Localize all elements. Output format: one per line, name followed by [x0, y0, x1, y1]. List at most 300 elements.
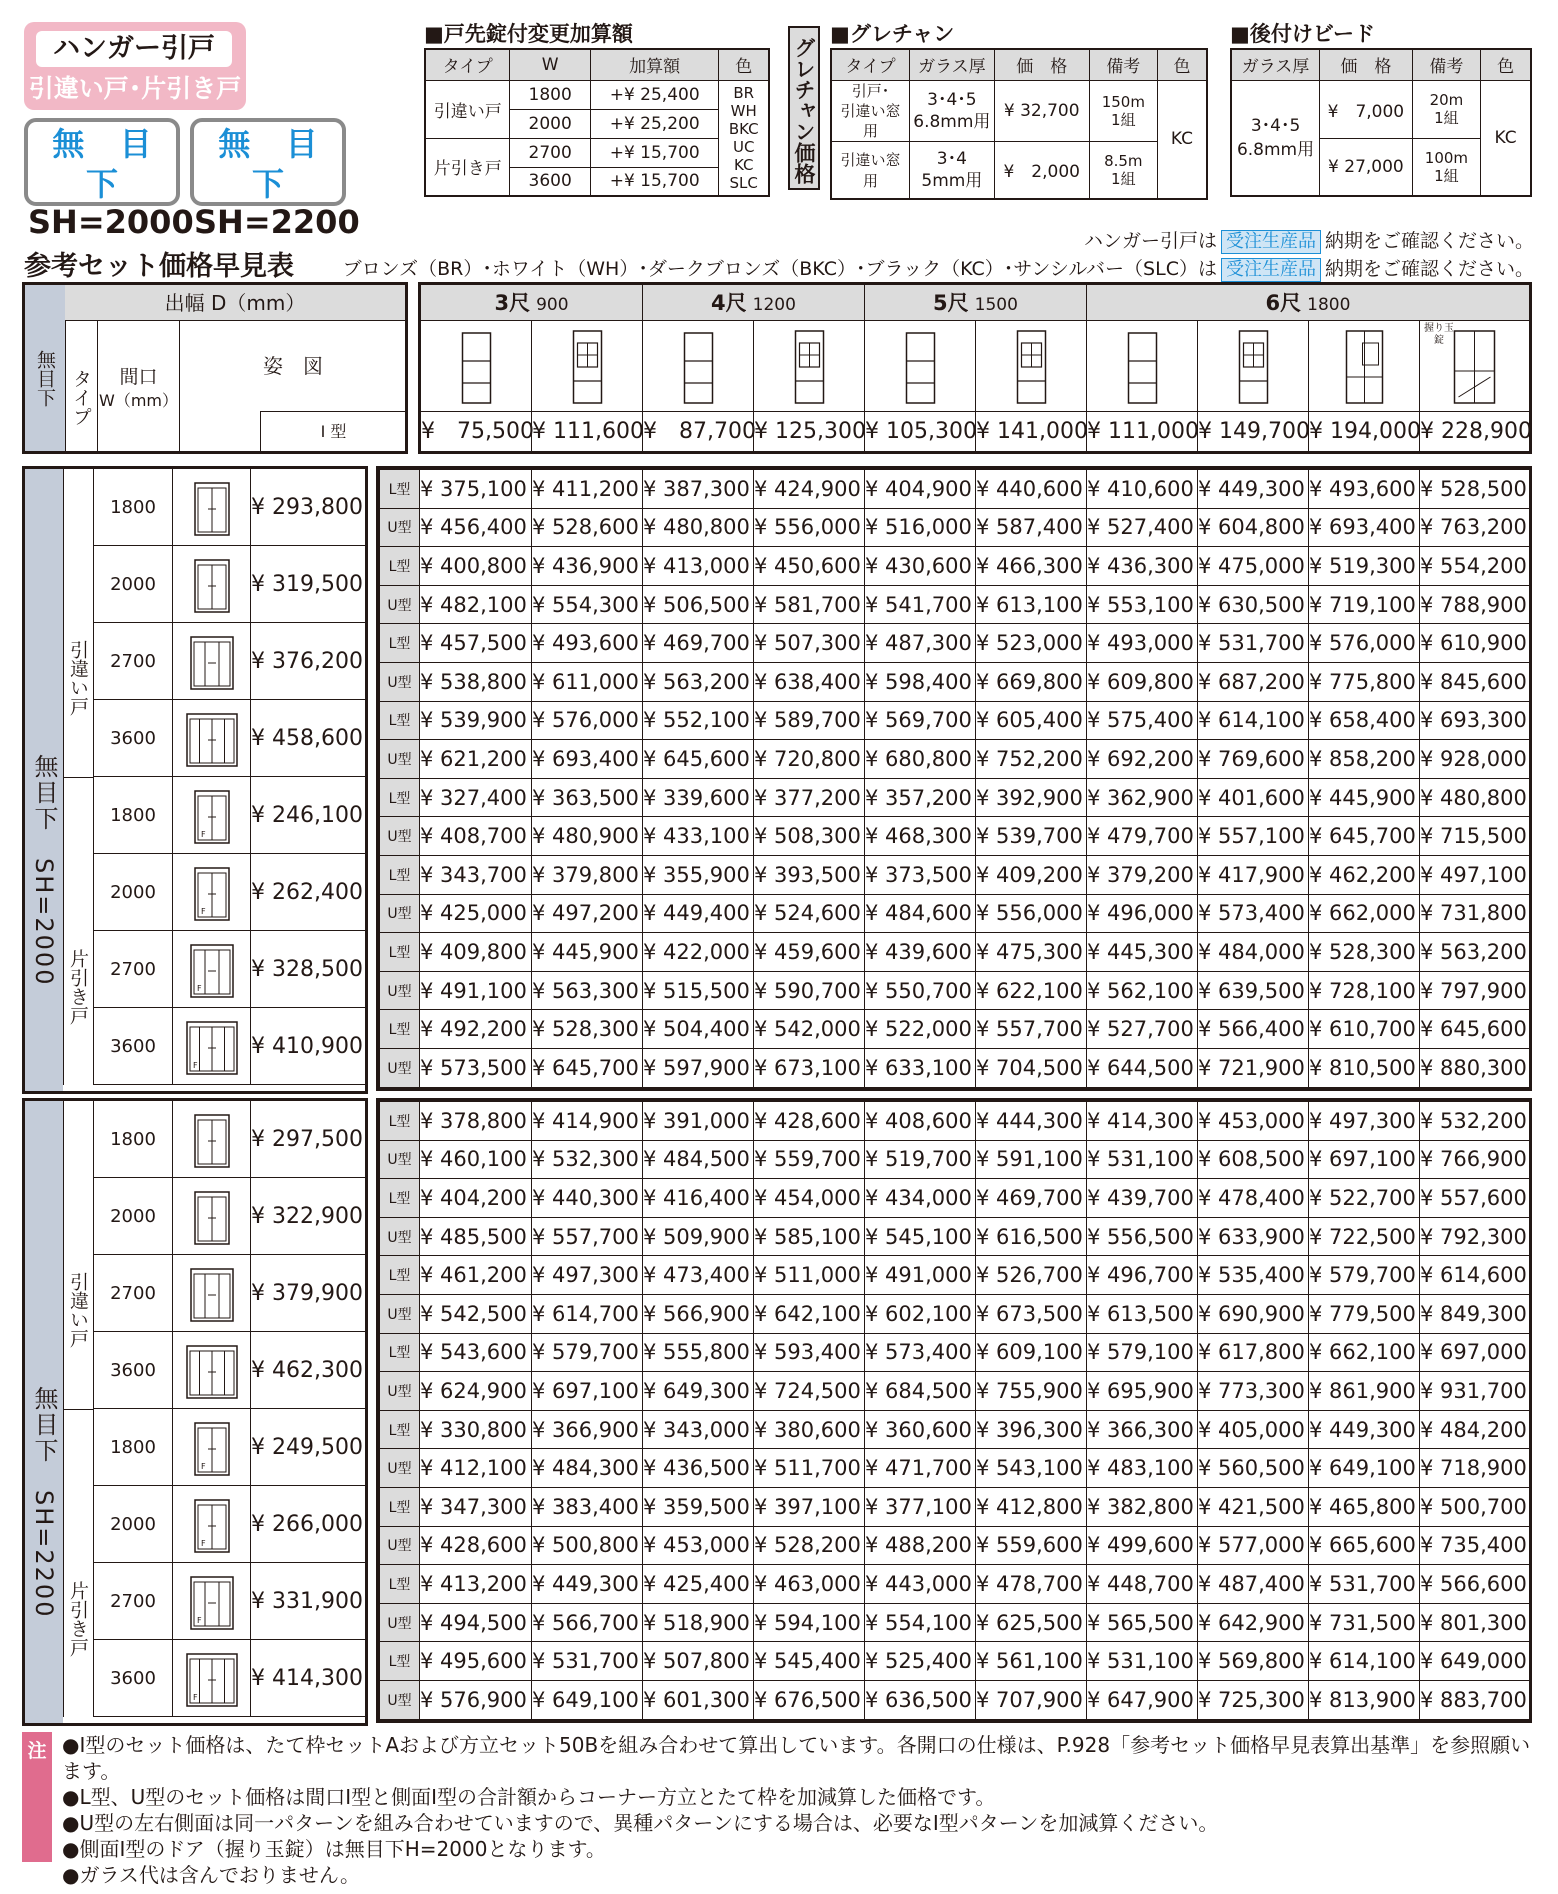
set-price: ¥ 453,000 [643, 1526, 754, 1565]
opening-width: 3600 [110, 1668, 156, 1689]
itype-price: ¥ 293,800 [250, 469, 366, 545]
page-title: 参考セット価格早見表 [24, 251, 294, 282]
set-price: ¥ 488,200 [865, 1526, 976, 1565]
set-price: ¥ 538,800 [420, 662, 532, 701]
gure-side-label: グレチャン価格 [788, 26, 820, 190]
set-price: ¥ 720,800 [754, 740, 865, 779]
grid-row [380, 1449, 1530, 1488]
set-price: ¥ 559,600 [976, 1526, 1087, 1565]
set-price: ¥ 719,100 [1309, 585, 1420, 624]
set-price: ¥ 391,000 [643, 1102, 754, 1141]
door-figure-icon [172, 546, 250, 622]
grid-row [380, 701, 1530, 740]
set-price: ¥ 360,600 [865, 1410, 976, 1449]
door-figure-icon [172, 1486, 250, 1562]
side-price: ¥ 111,000 [1087, 411, 1197, 451]
set-price: ¥ 773,300 [1198, 1372, 1309, 1411]
set-price: ¥ 430,600 [865, 547, 976, 586]
set-price: ¥ 487,400 [1198, 1565, 1309, 1604]
set-price: ¥ 559,700 [754, 1140, 865, 1179]
set-price: ¥ 449,300 [532, 1565, 643, 1604]
set-price: ¥ 449,300 [1309, 1410, 1420, 1449]
grid-row [380, 1179, 1530, 1218]
shape-type-label: U型 [380, 1294, 420, 1333]
size-3shaku: 3尺 900 [421, 285, 643, 321]
grid-row [380, 585, 1530, 624]
set-price: ¥ 693,300 [1420, 701, 1530, 740]
col-header: 価 格 [1320, 49, 1413, 80]
door-type-label: 引違い戸 [63, 1101, 93, 1409]
set-price: ¥ 428,600 [420, 1526, 532, 1565]
grid-row [380, 1526, 1530, 1565]
set-price: ¥ 610,700 [1309, 1010, 1420, 1049]
grid-row [380, 894, 1530, 933]
set-price: ¥ 604,800 [1198, 508, 1309, 547]
set-price: ¥ 566,700 [532, 1603, 643, 1642]
set-price: ¥ 461,200 [420, 1256, 532, 1295]
opening-width: 1800 [110, 1437, 156, 1458]
set-price: ¥ 697,000 [1420, 1333, 1530, 1372]
set-price: ¥ 611,000 [532, 662, 643, 701]
set-price: ¥ 355,900 [643, 855, 754, 894]
set-price: ¥ 327,400 [420, 778, 532, 817]
set-price: ¥ 553,100 [1087, 585, 1198, 624]
shape-type-label: L型 [380, 547, 420, 586]
col-header: 色 [1481, 49, 1531, 80]
set-price: ¥ 545,100 [865, 1217, 976, 1256]
opening-row [93, 546, 365, 623]
set-price: ¥ 409,200 [976, 855, 1087, 894]
set-price: ¥ 440,300 [532, 1179, 643, 1218]
footnote-item: ●ガラス代は含んでおりません。 [62, 1863, 361, 1887]
grid-row [380, 855, 1530, 894]
shape-type-label: L型 [380, 1487, 420, 1526]
set-price: ¥ 621,200 [420, 740, 532, 779]
footnote-item: ●I型のセット価格は、たて枠セットAおよび方立セット50Bを組み合わせて算出しています。各開口の仕様は、P.928「参考セット価格早見表算出基準」を参照願います。 [62, 1733, 1531, 1783]
set-price: ¥ 480,800 [1420, 778, 1530, 817]
set-price: ¥ 680,800 [865, 740, 976, 779]
door-figure-icon [172, 1409, 250, 1485]
set-price: ¥ 598,400 [865, 662, 976, 701]
gure-table-title: ■グレチャン [830, 22, 955, 46]
set-price: ¥ 669,800 [976, 662, 1087, 701]
set-price: ¥ 523,000 [976, 624, 1087, 663]
grid-row [380, 1048, 1530, 1087]
note-cell: 150m 1組 [1089, 80, 1157, 141]
set-price: ¥ 440,600 [976, 470, 1087, 509]
note-cell: 8.5m 1組 [1089, 141, 1157, 199]
side-price: ¥ 75,500 [421, 411, 531, 451]
set-price: ¥ 647,900 [1087, 1680, 1198, 1719]
set-price: ¥ 543,100 [976, 1449, 1087, 1488]
header-itype-label: I 型 [260, 411, 406, 451]
color-code: SLC [729, 173, 758, 192]
shape-type-label: L型 [380, 855, 420, 894]
shape-type-label: L型 [380, 701, 420, 740]
grid-row [380, 662, 1530, 701]
set-price: ¥ 579,100 [1087, 1333, 1198, 1372]
opening-width: 2000 [110, 1206, 156, 1227]
set-price: ¥ 766,900 [1420, 1140, 1530, 1179]
set-price: ¥ 528,300 [1309, 933, 1420, 972]
set-price: ¥ 496,700 [1087, 1256, 1198, 1295]
opening-row [93, 623, 365, 700]
set-price: ¥ 491,000 [865, 1256, 976, 1295]
itype-price: ¥ 376,200 [250, 623, 366, 699]
set-price: ¥ 531,700 [1309, 1565, 1420, 1604]
set-price: ¥ 752,200 [976, 740, 1087, 779]
set-price: ¥ 511,000 [754, 1256, 865, 1295]
size-6shaku: 6尺 1800 [1087, 285, 1529, 321]
set-price: ¥ 373,500 [865, 855, 976, 894]
set-price: ¥ 363,500 [532, 778, 643, 817]
opening-width: 2700 [110, 651, 156, 672]
grid-row [380, 624, 1530, 663]
set-price: ¥ 357,200 [865, 778, 976, 817]
set-price: ¥ 484,300 [532, 1449, 643, 1488]
set-price: ¥ 801,300 [1420, 1603, 1530, 1642]
opening-row [93, 1486, 365, 1563]
set-price: ¥ 479,700 [1087, 817, 1198, 856]
made-to-order-tag: 受注生産品 [1221, 230, 1321, 254]
opening-row [93, 854, 365, 931]
shape-type-label: L型 [380, 1333, 420, 1372]
col-header: 色 [719, 49, 769, 80]
set-price: ¥ 414,900 [532, 1102, 643, 1141]
set-price: ¥ 617,800 [1198, 1333, 1309, 1372]
shape-type-label: L型 [380, 1565, 420, 1604]
add-cell: +¥ 15,700 [590, 138, 718, 167]
set-price: ¥ 614,600 [1420, 1256, 1530, 1295]
color-cell: KC [1481, 80, 1531, 196]
set-price: ¥ 662,100 [1309, 1333, 1420, 1372]
set-price: ¥ 377,100 [865, 1487, 976, 1526]
set-price: ¥ 401,600 [1198, 778, 1309, 817]
width-cell: 2000 [510, 109, 591, 138]
set-price: ¥ 492,200 [420, 1010, 532, 1049]
set-price: ¥ 731,500 [1309, 1603, 1420, 1642]
order-note-2: ブロンズ（BR）･ホワイト（WH）･ダークブロンズ（BKC）･ブラック（KC）･サンシルバー（SLC）は 受注生産品 納期をご確認ください。 [342, 258, 1534, 280]
set-price: ¥ 424,900 [754, 470, 865, 509]
set-price: ¥ 880,300 [1420, 1048, 1530, 1087]
grid-row [380, 1410, 1530, 1449]
set-price: ¥ 463,000 [754, 1565, 865, 1604]
set-price: ¥ 687,200 [1198, 662, 1309, 701]
set-price: ¥ 614,700 [532, 1294, 643, 1333]
itype-price: ¥ 319,500 [250, 546, 366, 622]
set-price: ¥ 475,300 [976, 933, 1087, 972]
set-price: ¥ 645,600 [643, 740, 754, 779]
col-header: W [510, 49, 591, 80]
spec-badge-2000 [24, 118, 194, 241]
set-price: ¥ 484,000 [1198, 933, 1309, 972]
shape-type-label: U型 [380, 740, 420, 779]
grid-row [380, 1680, 1530, 1719]
door-figure-icon [172, 1563, 250, 1639]
set-price: ¥ 507,800 [643, 1642, 754, 1681]
set-price: ¥ 404,900 [865, 470, 976, 509]
set-price: ¥ 410,600 [1087, 470, 1198, 509]
set-price: ¥ 459,600 [754, 933, 865, 972]
side-panel-col [1087, 321, 1198, 451]
set-price: ¥ 499,600 [1087, 1526, 1198, 1565]
opening-width: 1800 [110, 1129, 156, 1150]
set-price: ¥ 576,000 [1309, 624, 1420, 663]
set-price: ¥ 645,600 [1420, 1010, 1530, 1049]
set-price: ¥ 487,300 [865, 624, 976, 663]
door-figure-icon [172, 931, 250, 1007]
set-price: ¥ 673,500 [976, 1294, 1087, 1333]
width-cell: 1800 [510, 80, 591, 109]
set-price: ¥ 565,500 [1087, 1603, 1198, 1642]
set-price: ¥ 560,500 [1198, 1449, 1309, 1488]
set-price: ¥ 531,700 [1198, 624, 1309, 663]
grid-row [380, 1333, 1530, 1372]
shape-type-label: U型 [380, 508, 420, 547]
set-price: ¥ 339,600 [643, 778, 754, 817]
footnote-label: 注 [22, 1732, 52, 1862]
set-price: ¥ 633,900 [1198, 1217, 1309, 1256]
shape-type-label: U型 [380, 894, 420, 933]
shape-type-label: U型 [380, 1680, 420, 1719]
set-price: ¥ 594,100 [754, 1603, 865, 1642]
grid-row [380, 1642, 1530, 1681]
grid-row [380, 1140, 1530, 1179]
set-price: ¥ 519,300 [1309, 547, 1420, 586]
set-price: ¥ 516,000 [865, 508, 976, 547]
spec-value: SH=2000 [28, 203, 194, 241]
glass-cell: 3･4･5 6.8mm用 [1231, 80, 1320, 196]
set-price: ¥ 449,400 [643, 894, 754, 933]
itype-price: ¥ 322,900 [250, 1178, 366, 1254]
set-price: ¥ 545,400 [754, 1642, 865, 1681]
set-price: ¥ 443,000 [865, 1565, 976, 1604]
opening-width: 2700 [110, 1591, 156, 1612]
set-price: ¥ 462,200 [1309, 855, 1420, 894]
set-price: ¥ 469,700 [643, 624, 754, 663]
set-price: ¥ 590,700 [754, 971, 865, 1010]
set-price: ¥ 542,500 [420, 1294, 532, 1333]
set-price: ¥ 497,300 [1309, 1102, 1420, 1141]
set-price: ¥ 614,100 [1309, 1642, 1420, 1681]
door-type-label: 片引き戸 [63, 1409, 93, 1717]
set-price: ¥ 491,100 [420, 971, 532, 1010]
set-price: ¥ 484,200 [1420, 1410, 1530, 1449]
grid-row [380, 1217, 1530, 1256]
set-price: ¥ 480,800 [643, 508, 754, 547]
set-price: ¥ 557,700 [532, 1217, 643, 1256]
set-price: ¥ 673,100 [754, 1048, 865, 1087]
opening-row [93, 700, 365, 777]
set-price: ¥ 539,900 [420, 701, 532, 740]
set-price: ¥ 485,500 [420, 1217, 532, 1256]
set-price: ¥ 563,200 [1420, 933, 1530, 972]
door-figure-icon [172, 1008, 250, 1084]
set-price: ¥ 649,000 [1420, 1642, 1530, 1681]
footnotes [22, 1732, 1534, 1887]
opening-row [93, 777, 365, 854]
set-price: ¥ 556,500 [1087, 1217, 1198, 1256]
header-side-label: 無目下 [25, 285, 65, 451]
shape-type-label: L型 [380, 1642, 420, 1681]
set-price: ¥ 539,700 [976, 817, 1087, 856]
grid-row [380, 1372, 1530, 1411]
col-header: ガラス厚 [1231, 49, 1320, 80]
set-price: ¥ 581,700 [754, 585, 865, 624]
opening-row [93, 1409, 365, 1486]
set-price: ¥ 579,700 [532, 1333, 643, 1372]
bead-table-title: ■後付けビード [1230, 22, 1376, 46]
set-price: ¥ 383,400 [532, 1487, 643, 1526]
set-price: ¥ 478,400 [1198, 1179, 1309, 1218]
grid-row [380, 933, 1530, 972]
shape-type-label: L型 [380, 778, 420, 817]
set-price: ¥ 554,200 [1420, 547, 1530, 586]
set-price: ¥ 449,300 [1198, 470, 1309, 509]
grid-row [380, 508, 1530, 547]
set-price: ¥ 845,600 [1420, 662, 1530, 701]
set-price: ¥ 396,300 [976, 1410, 1087, 1449]
set-price: ¥ 755,900 [976, 1372, 1087, 1411]
set-price: ¥ 602,100 [865, 1294, 976, 1333]
header-type-label: タイプ [65, 321, 97, 451]
set-price: ¥ 718,900 [1420, 1449, 1530, 1488]
set-price: ¥ 579,700 [1309, 1256, 1420, 1295]
set-price: ¥ 522,000 [865, 1010, 976, 1049]
set-price: ¥ 444,300 [976, 1102, 1087, 1141]
glass-cell: 3･4 5mm用 [910, 141, 995, 199]
set-price: ¥ 576,900 [420, 1680, 532, 1719]
set-price: ¥ 422,000 [643, 933, 754, 972]
grid-row [380, 1010, 1530, 1049]
col-header: 加算額 [590, 49, 718, 80]
set-price: ¥ 601,300 [643, 1680, 754, 1719]
set-price: ¥ 531,700 [532, 1642, 643, 1681]
set-price: ¥ 610,900 [1420, 624, 1530, 663]
set-price: ¥ 497,100 [1420, 855, 1530, 894]
grid-row [380, 740, 1530, 779]
set-price: ¥ 613,500 [1087, 1294, 1198, 1333]
set-price: ¥ 434,000 [865, 1179, 976, 1218]
col-header: 備考 [1412, 49, 1480, 80]
itype-price: ¥ 249,500 [250, 1409, 366, 1485]
size-header [418, 282, 1532, 454]
set-price: ¥ 525,400 [865, 1642, 976, 1681]
shape-type-label: U型 [380, 662, 420, 701]
svg-text:F: F [201, 907, 206, 916]
spec-badge-2200 [190, 118, 360, 241]
set-price: ¥ 408,700 [420, 817, 532, 856]
glass-cell: 3･4･5 6.8mm用 [910, 80, 995, 141]
side-panel-col [421, 321, 532, 451]
set-price: ¥ 445,900 [532, 933, 643, 972]
price-cell: ¥ 32,700 [994, 80, 1089, 141]
set-price: ¥ 439,600 [865, 933, 976, 972]
price-grid [376, 1098, 1532, 1723]
set-price: ¥ 496,000 [1087, 894, 1198, 933]
shape-type-label: L型 [380, 1179, 420, 1218]
set-price: ¥ 797,900 [1420, 971, 1530, 1010]
set-price: ¥ 566,600 [1420, 1565, 1530, 1604]
set-price: ¥ 343,000 [643, 1410, 754, 1449]
price-cell: ¥ 27,000 [1320, 138, 1413, 196]
set-price: ¥ 715,500 [1420, 817, 1530, 856]
opening-width: 2000 [110, 1514, 156, 1535]
set-price: ¥ 704,500 [976, 1048, 1087, 1087]
opening-width: 3600 [110, 728, 156, 749]
shape-type-label: U型 [380, 1048, 420, 1087]
set-price: ¥ 563,300 [532, 971, 643, 1010]
opening-width: 3600 [110, 1036, 156, 1057]
set-price: ¥ 649,100 [1309, 1449, 1420, 1488]
set-price: ¥ 436,900 [532, 547, 643, 586]
set-price: ¥ 454,000 [754, 1179, 865, 1218]
set-price: ¥ 684,500 [865, 1372, 976, 1411]
itype-price: ¥ 262,400 [250, 854, 366, 930]
set-price: ¥ 436,300 [1087, 547, 1198, 586]
set-price: ¥ 556,000 [976, 894, 1087, 933]
set-price: ¥ 541,700 [865, 585, 976, 624]
set-price: ¥ 500,700 [1420, 1487, 1530, 1526]
set-price: ¥ 763,200 [1420, 508, 1530, 547]
set-price: ¥ 608,500 [1198, 1140, 1309, 1179]
set-price: ¥ 493,000 [1087, 624, 1198, 663]
set-price: ¥ 725,300 [1198, 1680, 1309, 1719]
set-price: ¥ 460,100 [420, 1140, 532, 1179]
color-list [719, 80, 769, 196]
set-price: ¥ 563,200 [643, 662, 754, 701]
door-figure-icon [172, 854, 250, 930]
set-price: ¥ 573,400 [865, 1333, 976, 1372]
opening-row [93, 1008, 365, 1085]
made-to-order-tag: 受注生産品 [1221, 258, 1321, 282]
door-type-label: 片引き戸 [63, 777, 93, 1085]
set-price: ¥ 375,100 [420, 470, 532, 509]
shape-type-label: L型 [380, 933, 420, 972]
header-figure-label: 姿 図 [263, 354, 323, 378]
set-price: ¥ 883,700 [1420, 1680, 1530, 1719]
col-header: ガラス厚 [910, 49, 995, 80]
door-figure-icon [172, 623, 250, 699]
side-price: ¥ 228,900 [1420, 411, 1529, 451]
set-price: ¥ 466,300 [976, 547, 1087, 586]
set-price: ¥ 532,300 [532, 1140, 643, 1179]
set-price: ¥ 382,800 [1087, 1487, 1198, 1526]
set-price: ¥ 697,100 [1309, 1140, 1420, 1179]
set-price: ¥ 347,300 [420, 1487, 532, 1526]
set-price: ¥ 519,700 [865, 1140, 976, 1179]
set-price: ¥ 494,500 [420, 1603, 532, 1642]
set-price: ¥ 693,400 [532, 740, 643, 779]
set-price: ¥ 493,600 [1309, 470, 1420, 509]
width-cell: 2700 [510, 138, 591, 167]
door-figure-icon [172, 469, 250, 545]
set-price: ¥ 531,100 [1087, 1642, 1198, 1681]
set-price: ¥ 504,400 [643, 1010, 754, 1049]
set-price: ¥ 453,000 [1198, 1102, 1309, 1141]
set-price: ¥ 409,800 [420, 933, 532, 972]
side-panel-col [976, 321, 1087, 451]
set-price: ¥ 445,900 [1309, 778, 1420, 817]
set-price: ¥ 404,200 [420, 1179, 532, 1218]
set-price: ¥ 433,100 [643, 817, 754, 856]
set-price: ¥ 573,500 [420, 1048, 532, 1087]
set-price: ¥ 362,900 [1087, 778, 1198, 817]
add-cell: +¥ 25,200 [590, 109, 718, 138]
color-code: UC [732, 137, 755, 156]
set-price: ¥ 728,100 [1309, 971, 1420, 1010]
shape-type-label: L型 [380, 624, 420, 663]
